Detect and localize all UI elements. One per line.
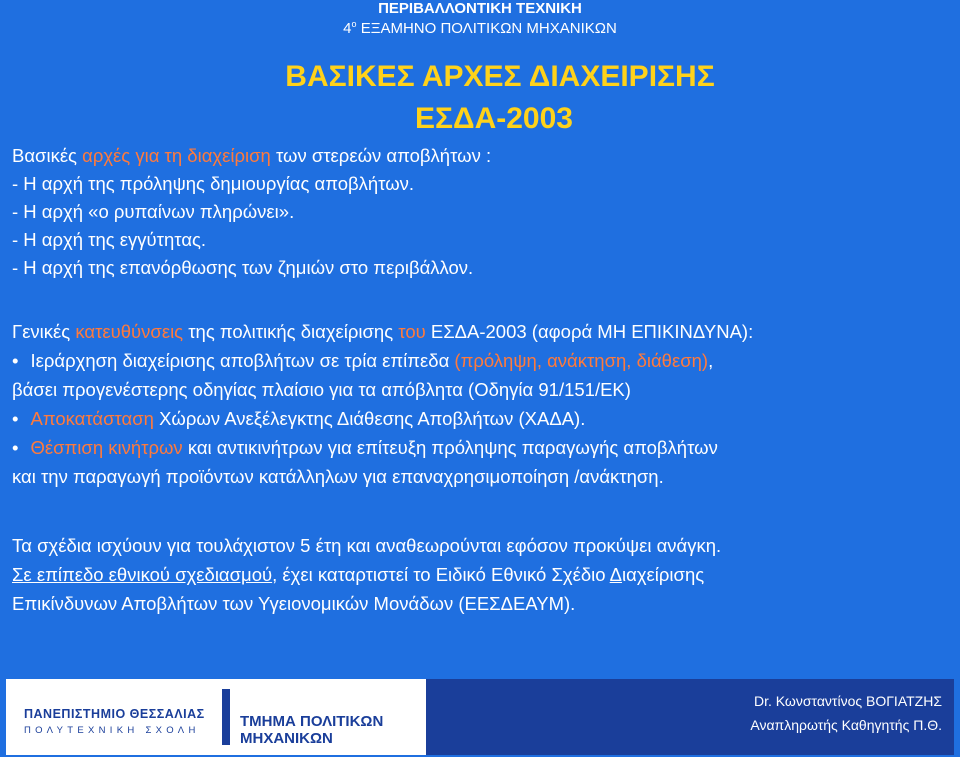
department-name: ΤΜΗΜΑ ΠΟΛΙΤΙΚΩΝ ΜΗΧΑΝΙΚΩΝ [240,713,384,747]
slide-title: ΒΑΣΙΚΕΣ ΑΡΧΕΣ ΔΙΑΧΕΙΡΙΣΗΣ [285,60,715,93]
bullet-continuation: βάσει προγενέστερης οδηγίας πλαίσιο για τα απόβλητα (Οδηγία 91/151/ΕΚ) [12,379,631,400]
principle-item: - Η αρχή «ο ρυπαίνων πληρώνει». [12,201,295,222]
national-planning-underlined: Σε επίπεδο εθνικού σχεδιασμού [12,564,273,585]
guidelines-heading [12,317,753,346]
bullet-text: , [708,350,714,371]
plans-hazardous: Επικίνδυνων Αποβλήτων των Υγειονομικών Μονάδων (ΕΕΣΔΕΑΥΜ). [12,593,576,614]
heading-text-c: ΕΣΔΑ-2003 (αφορά ΜΗ ΕΠΙΚΙΝΔΥΝΑ): [425,321,754,342]
author-name: Dr. Κωνσταντίνος ΒΟΓΙΑΤΖΗΣ [753,693,942,709]
university-logo [6,679,426,755]
heading-highlight-2: του [398,321,426,342]
bullet-item-restoration [12,404,753,433]
heading-highlight-1: κατευθύνσεις [75,321,184,342]
semester-text: ΕΞΑΜΗΝΟ ΠΟΛΙΤΙΚΩΝ ΜΗΧΑΝΙΚΩΝ [356,20,617,37]
plans-national [12,560,721,589]
semester-number: 4 [343,20,352,37]
principles-intro [12,142,491,170]
principle-item: - Η αρχή της πρόληψης δημιουργίας αποβλήτων. [12,173,415,194]
footer-bar [6,679,954,755]
bullet-item-hierarchy [12,346,753,375]
intro-highlight: αρχές για τη διαχείριση [82,145,271,166]
guidelines-section [12,317,753,491]
bullet-text: Ιεράρχηση διαχείρισης αποβλήτων σε τρία επίπεδα [30,350,455,371]
plans-section [12,531,721,618]
principle-item: - Η αρχή της επανόρθωσης των ζημιών στο περιβάλλον. [12,257,474,278]
plans-text: ιαχείρισης [622,564,705,585]
intro-text-a: Βασικές [12,145,83,166]
principle-item: - Η αρχή της εγγύτητας. [12,229,207,250]
bullet-text: και αντικινήτρων για επίτευξη πρόληψης παραγωγής αποβλήτων [182,437,718,458]
plans-validity: Τα σχέδια ισχύουν για τουλάχιστον 5 έτη και αναθεωρούνται εφόσον προκύψει ανάγκη. [12,535,722,556]
bullet-highlight: Αποκατάσταση [30,408,154,429]
university-name: ΠΑΝΕΠΙΣΤΗΜΙΟ ΘΕΣΣΑΛΙΑΣ [24,707,205,721]
bullet-text: Χώρων Ανεξέλεγκτης Διάθεσης Αποβλήτων (ΧΑΔΑ). [153,408,586,429]
bullet-highlight: Θέσπιση κινήτρων [30,437,183,458]
heading-text-a: Γενικές [12,321,76,342]
bullet-continuation: και την παραγωγή προϊόντων κατάλληλων για επαναχρησιμοποίηση /ανάκτηση. [12,466,664,487]
course-title: ΠΕΡΙΒΑΛΛΟΝΤΙΚΗ ΤΕΧΝΙΚΗ [378,0,582,17]
school-name: ΠΟΛΥΤΕΧΝΙΚΗ ΣΧΟΛΗ [24,725,200,736]
heading-text-b: της πολιτικής διαχείρισης [183,321,399,342]
bullet-highlight: (πρόληψη, ανάκτηση, διάθεση) [454,350,709,371]
semester-ordinal: ο [351,19,357,29]
plans-underlined-letter: Δ [609,564,623,585]
logo-divider [222,689,230,745]
intro-text-b: των στερεών αποβλήτων : [270,145,492,166]
author-role: Αναπληρωτής Καθηγητής Π.Θ. [750,717,942,733]
plans-text: , έχει καταρτιστεί το Ειδικό Εθνικό Σχέδιο [272,564,610,585]
principles-section [12,142,491,282]
semester-subtitle [0,19,960,37]
bullet-item-incentives [12,433,753,462]
slide-subtitle: ΕΣΔΑ-2003 [415,102,573,135]
